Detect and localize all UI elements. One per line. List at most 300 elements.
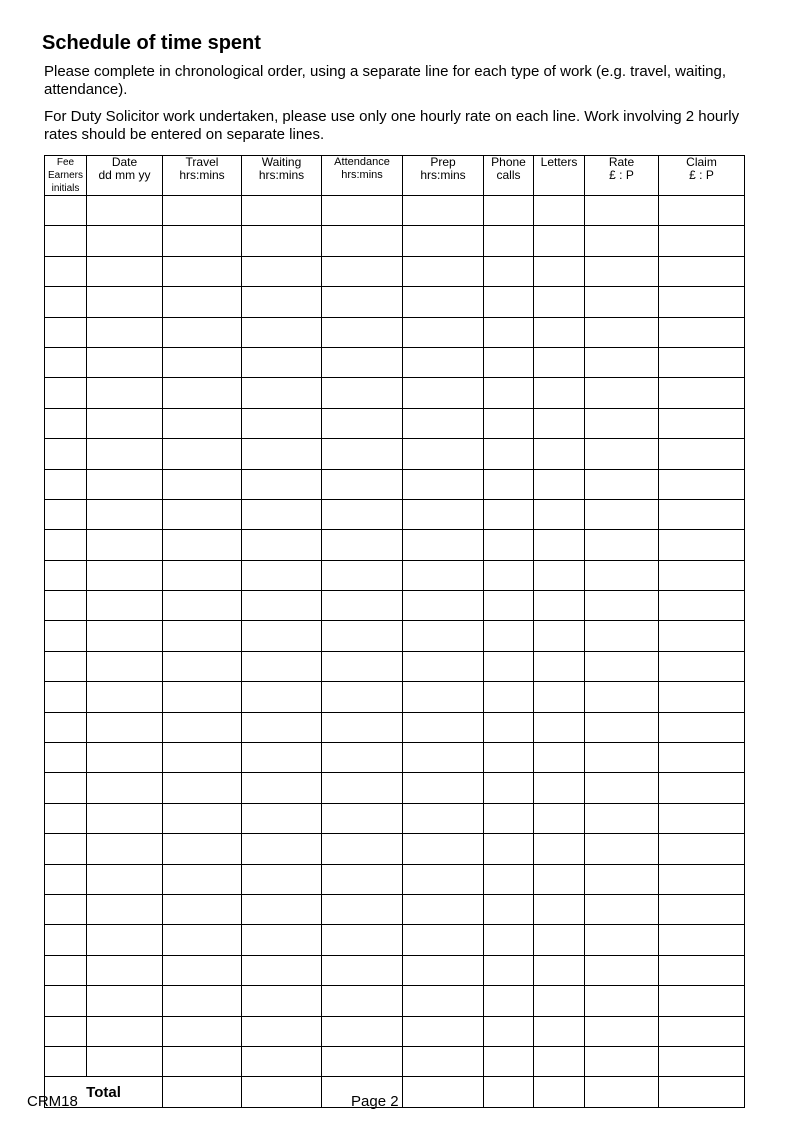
entry-cell[interactable] [163,469,242,499]
entry-cell[interactable] [242,925,322,955]
entry-cell[interactable] [87,256,163,286]
entry-cell[interactable] [45,408,87,438]
entry-cell[interactable] [484,803,534,833]
entry-cell[interactable] [585,378,659,408]
entry-cell[interactable] [242,196,322,226]
entry-cell[interactable] [534,712,585,742]
entry-cell[interactable] [87,317,163,347]
entry-cell[interactable] [585,894,659,924]
entry-cell[interactable] [659,621,745,651]
entry-cell[interactable] [322,773,403,803]
entry-cell[interactable] [87,1016,163,1046]
entry-cell[interactable] [322,834,403,864]
entry-cell[interactable] [585,925,659,955]
entry-cell[interactable] [484,986,534,1016]
entry-cell[interactable] [322,469,403,499]
entry-cell[interactable] [484,621,534,651]
entry-cell[interactable] [659,256,745,286]
entry-cell[interactable] [585,621,659,651]
entry-cell[interactable] [242,408,322,438]
entry-cell[interactable] [163,1046,242,1076]
entry-cell[interactable] [534,834,585,864]
entry-cell[interactable] [242,591,322,621]
entry-cell[interactable] [659,834,745,864]
entry-cell[interactable] [163,651,242,681]
entry-cell[interactable] [534,347,585,377]
entry-cell[interactable] [322,287,403,317]
entry-cell[interactable] [585,682,659,712]
entry-cell[interactable] [242,743,322,773]
entry-cell[interactable] [403,287,484,317]
entry-cell[interactable] [163,499,242,529]
entry-cell[interactable] [163,712,242,742]
entry-cell[interactable] [87,408,163,438]
entry-cell[interactable] [45,469,87,499]
entry-cell[interactable] [585,196,659,226]
entry-cell[interactable] [163,256,242,286]
entry-cell[interactable] [242,378,322,408]
entry-cell[interactable] [403,651,484,681]
entry-cell[interactable] [403,682,484,712]
entry-cell[interactable] [322,317,403,347]
entry-cell[interactable] [45,287,87,317]
entry-cell[interactable] [322,439,403,469]
entry-cell[interactable] [659,743,745,773]
entry-cell[interactable] [322,651,403,681]
entry-cell[interactable] [534,591,585,621]
entry-cell[interactable] [322,621,403,651]
entry-cell[interactable] [659,864,745,894]
entry-cell[interactable] [163,226,242,256]
entry-cell[interactable] [45,439,87,469]
entry-cell[interactable] [322,256,403,286]
entry-cell[interactable] [659,196,745,226]
entry-cell[interactable] [585,317,659,347]
entry-cell[interactable] [322,682,403,712]
entry-cell[interactable] [484,1046,534,1076]
entry-cell[interactable] [87,894,163,924]
entry-cell[interactable] [534,287,585,317]
entry-cell[interactable] [659,682,745,712]
entry-cell[interactable] [45,712,87,742]
entry-cell[interactable] [163,773,242,803]
entry-cell[interactable] [87,651,163,681]
entry-cell[interactable] [534,743,585,773]
entry-cell[interactable] [322,347,403,377]
entry-cell[interactable] [163,955,242,985]
entry-cell[interactable] [659,439,745,469]
entry-cell[interactable] [585,499,659,529]
entry-cell[interactable] [45,803,87,833]
entry-cell[interactable] [534,560,585,590]
entry-cell[interactable] [659,530,745,560]
entry-cell[interactable] [87,803,163,833]
entry-cell[interactable] [484,864,534,894]
entry-cell[interactable] [403,317,484,347]
entry-cell[interactable] [484,591,534,621]
entry-cell[interactable] [322,925,403,955]
entry-cell[interactable] [585,803,659,833]
entry-cell[interactable] [403,955,484,985]
entry-cell[interactable] [484,773,534,803]
entry-cell[interactable] [484,743,534,773]
entry-cell[interactable] [534,773,585,803]
entry-cell[interactable] [322,408,403,438]
col-header-waiting [242,156,322,196]
entry-cell[interactable] [163,378,242,408]
entry-cell[interactable] [484,925,534,955]
entry-cell[interactable] [242,651,322,681]
entry-cell[interactable] [484,469,534,499]
entry-cell[interactable] [322,226,403,256]
entry-cell[interactable] [484,378,534,408]
entry-cell[interactable] [45,1016,87,1046]
entry-cell[interactable] [484,499,534,529]
entry-cell[interactable] [242,439,322,469]
entry-cell[interactable] [403,925,484,955]
entry-cell[interactable] [534,621,585,651]
entry-cell[interactable] [242,712,322,742]
entry-cell[interactable] [242,347,322,377]
entry-cell[interactable] [87,499,163,529]
entry-cell[interactable] [659,317,745,347]
entry-cell[interactable] [87,530,163,560]
entry-cell[interactable] [45,347,87,377]
entry-cell[interactable] [585,773,659,803]
entry-cell[interactable] [403,256,484,286]
entry-cell[interactable] [242,1046,322,1076]
entry-cell[interactable] [403,499,484,529]
entry-cell[interactable] [403,864,484,894]
entry-cell[interactable] [534,196,585,226]
entry-cell[interactable] [534,651,585,681]
entry-cell[interactable] [45,530,87,560]
total-claim-cell[interactable] [659,1077,745,1107]
entry-cell[interactable] [45,560,87,590]
entry-cell[interactable] [322,591,403,621]
entry-cell[interactable] [534,955,585,985]
entry-cell[interactable] [45,317,87,347]
entry-cell[interactable] [163,682,242,712]
entry-cell[interactable] [87,955,163,985]
entry-cell[interactable] [403,408,484,438]
total-waiting-cell[interactable] [242,1077,322,1107]
entry-cell[interactable] [403,226,484,256]
entry-cell[interactable] [45,864,87,894]
entry-cell[interactable] [585,955,659,985]
entry-cell[interactable] [484,712,534,742]
entry-cell[interactable] [585,864,659,894]
entry-cell[interactable] [322,530,403,560]
entry-cell[interactable] [403,1016,484,1046]
entry-cell[interactable] [659,1016,745,1046]
entry-cell[interactable] [403,1046,484,1076]
entry-cell[interactable] [45,196,87,226]
entry-cell[interactable] [585,439,659,469]
entry-cell[interactable] [585,287,659,317]
entry-cell[interactable] [87,712,163,742]
entry-cell[interactable] [45,256,87,286]
entry-cell[interactable] [659,986,745,1016]
entry-cell[interactable] [242,803,322,833]
entry-cell[interactable] [585,469,659,499]
entry-cell[interactable] [242,287,322,317]
entry-cell[interactable] [242,621,322,651]
entry-cell[interactable] [585,591,659,621]
entry-cell[interactable] [585,530,659,560]
entry-cell[interactable] [87,469,163,499]
entry-cell[interactable] [403,803,484,833]
entry-cell[interactable] [87,439,163,469]
total-rate-cell[interactable] [585,1077,659,1107]
entry-cell[interactable] [585,834,659,864]
entry-cell[interactable] [403,591,484,621]
entry-cell[interactable] [45,986,87,1016]
entry-cell[interactable] [87,287,163,317]
entry-cell[interactable] [163,803,242,833]
entry-cell[interactable] [534,986,585,1016]
total-travel-cell[interactable] [163,1077,242,1107]
entry-cell[interactable] [322,499,403,529]
entry-cell[interactable] [585,1046,659,1076]
entry-cell[interactable] [242,894,322,924]
entry-cell[interactable] [87,682,163,712]
entry-cell[interactable] [484,347,534,377]
entry-cell[interactable] [659,347,745,377]
entry-cell[interactable] [163,530,242,560]
entry-cell[interactable] [45,1046,87,1076]
entry-cell[interactable] [403,894,484,924]
entry-cell[interactable] [87,347,163,377]
entry-cell[interactable] [163,1016,242,1046]
entry-cell[interactable] [484,1016,534,1046]
entry-cell[interactable] [242,864,322,894]
entry-cell[interactable] [87,196,163,226]
total-prep-cell[interactable] [403,1077,484,1107]
entry-cell[interactable] [45,955,87,985]
entry-cell[interactable] [242,955,322,985]
entry-cell[interactable] [585,226,659,256]
entry-cell[interactable] [585,743,659,773]
entry-cell[interactable] [659,560,745,590]
entry-cell[interactable] [163,560,242,590]
entry-cell[interactable] [163,925,242,955]
entry-cell[interactable] [242,530,322,560]
entry-cell[interactable] [163,439,242,469]
entry-cell[interactable] [45,651,87,681]
entry-cell[interactable] [45,894,87,924]
total-letters-cell[interactable] [534,1077,585,1107]
table-row [45,591,745,621]
entry-cell[interactable] [322,1016,403,1046]
entry-cell[interactable] [403,773,484,803]
entry-cell[interactable] [484,196,534,226]
entry-cell[interactable] [534,682,585,712]
entry-cell[interactable] [534,803,585,833]
entry-cell[interactable] [403,530,484,560]
entry-cell[interactable] [45,591,87,621]
entry-cell[interactable] [534,378,585,408]
entry-cell[interactable] [163,743,242,773]
entry-cell[interactable] [242,986,322,1016]
entry-cell[interactable] [87,773,163,803]
entry-cell[interactable] [403,743,484,773]
entry-cell[interactable] [484,256,534,286]
entry-cell[interactable] [163,864,242,894]
entry-cell[interactable] [659,773,745,803]
entry-cell[interactable] [45,621,87,651]
entry-cell[interactable] [45,925,87,955]
entry-cell[interactable] [484,834,534,864]
entry-cell[interactable] [87,226,163,256]
entry-cell[interactable] [585,408,659,438]
entry-cell[interactable] [87,378,163,408]
entry-cell[interactable] [659,591,745,621]
entry-cell[interactable] [242,560,322,590]
entry-cell[interactable] [163,894,242,924]
entry-cell[interactable] [484,408,534,438]
entry-cell[interactable] [322,378,403,408]
table-row [45,317,745,347]
entry-cell[interactable] [163,317,242,347]
entry-cell[interactable] [534,408,585,438]
entry-cell[interactable] [659,803,745,833]
entry-cell[interactable] [45,226,87,256]
entry-cell[interactable] [45,682,87,712]
entry-cell[interactable] [403,986,484,1016]
entry-cell[interactable] [322,803,403,833]
entry-cell[interactable] [163,408,242,438]
entry-cell[interactable] [242,1016,322,1046]
entry-cell[interactable] [322,986,403,1016]
entry-cell[interactable] [534,256,585,286]
entry-cell[interactable] [45,743,87,773]
entry-cell[interactable] [585,256,659,286]
entry-cell[interactable] [484,317,534,347]
entry-cell[interactable] [322,196,403,226]
entry-cell[interactable] [163,196,242,226]
entry-cell[interactable] [534,317,585,347]
entry-cell[interactable] [534,1046,585,1076]
entry-cell[interactable] [45,499,87,529]
total-phone-calls-cell[interactable] [484,1077,534,1107]
entry-cell[interactable] [659,378,745,408]
entry-cell[interactable] [87,1046,163,1076]
entry-cell[interactable] [242,834,322,864]
entry-cell[interactable] [403,378,484,408]
entry-cell[interactable] [585,712,659,742]
entry-cell[interactable] [403,834,484,864]
entry-cell[interactable] [534,439,585,469]
entry-cell[interactable] [534,1016,585,1046]
entry-cell[interactable] [163,834,242,864]
entry-cell[interactable] [322,955,403,985]
entry-cell[interactable] [322,712,403,742]
entry-cell[interactable] [534,499,585,529]
entry-cell[interactable] [322,1046,403,1076]
entry-cell[interactable] [163,621,242,651]
entry-cell[interactable] [534,530,585,560]
entry-cell[interactable] [534,226,585,256]
entry-cell[interactable] [585,1016,659,1046]
entry-cell[interactable] [659,287,745,317]
entry-cell[interactable] [659,894,745,924]
entry-cell[interactable] [242,256,322,286]
entry-cell[interactable] [322,894,403,924]
entry-cell[interactable] [659,226,745,256]
entry-cell[interactable] [45,773,87,803]
entry-cell[interactable] [163,287,242,317]
entry-cell[interactable] [534,469,585,499]
entry-cell[interactable] [87,591,163,621]
entry-cell[interactable] [659,469,745,499]
entry-cell[interactable] [659,1046,745,1076]
entry-cell[interactable] [87,925,163,955]
entry-cell[interactable] [45,834,87,864]
entry-cell[interactable] [322,864,403,894]
entry-cell[interactable] [403,439,484,469]
entry-cell[interactable] [403,196,484,226]
entry-cell[interactable] [322,560,403,590]
entry-cell[interactable] [242,499,322,529]
entry-cell[interactable] [87,834,163,864]
entry-cell[interactable] [534,864,585,894]
entry-cell[interactable] [163,591,242,621]
entry-cell[interactable] [659,925,745,955]
entry-cell[interactable] [484,682,534,712]
entry-cell[interactable] [585,986,659,1016]
entry-cell[interactable] [484,560,534,590]
entry-cell[interactable] [163,986,242,1016]
entry-cell[interactable] [87,864,163,894]
entry-cell[interactable] [403,621,484,651]
entry-cell[interactable] [484,530,534,560]
entry-cell[interactable] [484,651,534,681]
entry-cell[interactable] [403,347,484,377]
entry-cell[interactable] [242,469,322,499]
entry-cell[interactable] [87,560,163,590]
entry-cell[interactable] [484,226,534,256]
entry-cell[interactable] [163,347,242,377]
entry-cell[interactable] [484,894,534,924]
entry-cell[interactable] [659,712,745,742]
entry-cell[interactable] [484,287,534,317]
entry-cell[interactable] [585,560,659,590]
entry-cell[interactable] [87,621,163,651]
entry-cell[interactable] [659,408,745,438]
entry-cell[interactable] [242,773,322,803]
entry-cell[interactable] [87,986,163,1016]
entry-cell[interactable] [403,712,484,742]
entry-cell[interactable] [659,955,745,985]
entry-cell[interactable] [322,743,403,773]
entry-cell[interactable] [534,925,585,955]
entry-cell[interactable] [45,378,87,408]
entry-cell[interactable] [403,560,484,590]
entry-cell[interactable] [242,317,322,347]
entry-cell[interactable] [403,469,484,499]
entry-cell[interactable] [585,651,659,681]
entry-cell[interactable] [534,894,585,924]
entry-cell[interactable] [242,226,322,256]
entry-cell[interactable] [659,651,745,681]
entry-cell[interactable] [659,499,745,529]
entry-cell[interactable] [87,743,163,773]
entry-cell[interactable] [242,682,322,712]
entry-cell[interactable] [484,439,534,469]
entry-cell[interactable] [484,955,534,985]
entry-cell[interactable] [585,347,659,377]
